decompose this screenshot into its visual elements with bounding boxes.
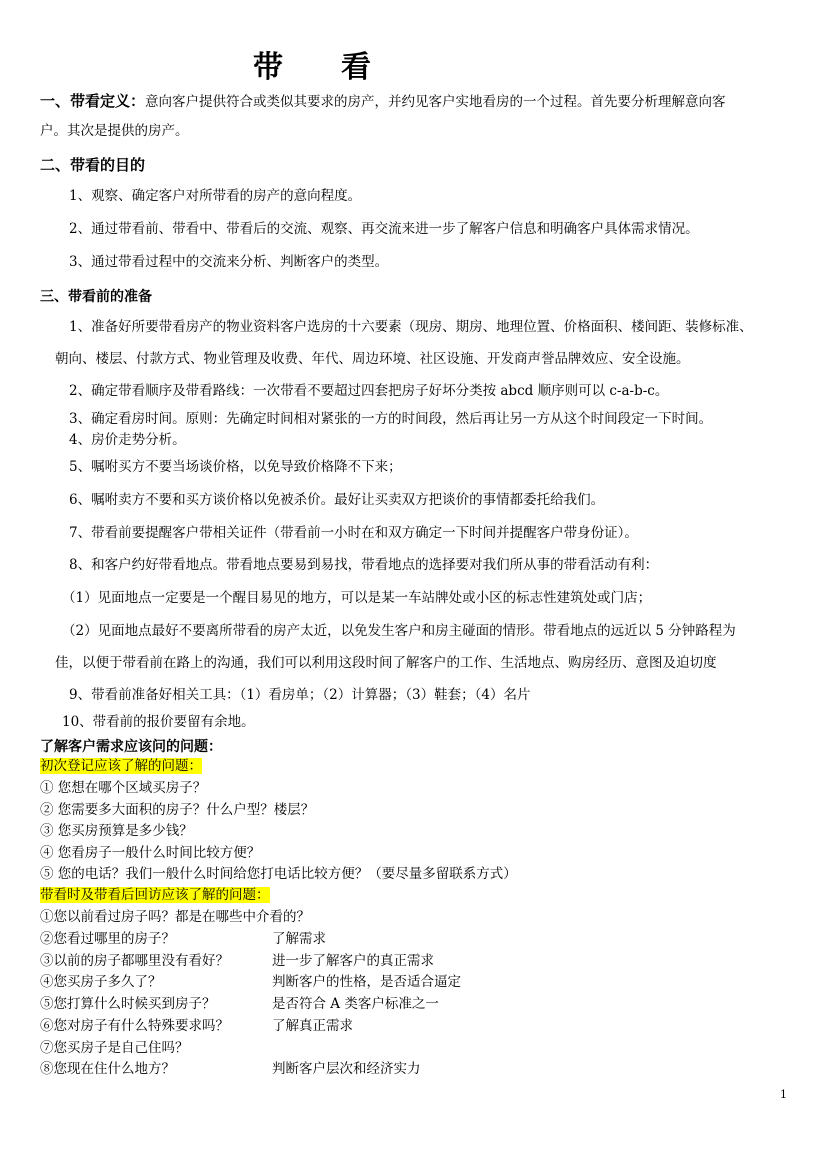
section-2-item: 1、观察、确定客户对所带看的房产的意向程度。 <box>69 188 362 204</box>
page-number: 1 <box>780 1088 787 1101</box>
second-question: ④您买房子多久了？ <box>40 974 162 990</box>
section-1-line-1 <box>40 92 726 111</box>
second-question: ③以前的房子都哪里没有看好？ <box>40 953 229 969</box>
highlighted-label: 初次登记应该了解的问题： <box>40 758 202 774</box>
section-3-item: 4、房价走势分析。 <box>69 432 186 448</box>
highlighted-label: 带看时及带看后回访应该了解的问题： <box>40 887 270 903</box>
second-question: ⑤您打算什么时候买到房子？ <box>40 996 216 1012</box>
section-3-item: 3、确定看房时间。原则：先确定时间相对紧张的一方的时间段，然后再让另一方从这个时间段定一下时间。 <box>69 411 713 427</box>
section-1-line-2: 户。其次是提供的房产。 <box>40 123 189 139</box>
first-questions-label <box>40 757 202 775</box>
question-note: 是否符合 A 类客户标准之一 <box>272 996 439 1012</box>
section-3-item: 1、准备好所要带看房产的物业资料客户选房的十六要素（现房、期房、地理位置、价格面积、楼间距、装修标准、 <box>69 319 753 335</box>
section-3-item: 2、确定带看顺序及带看路线：一次带看不要超过四套把房子好坏分类按 abcd 顺序则可以 c-a-b-c。 <box>69 383 669 399</box>
section-1-heading: 一、带看定义： <box>40 92 146 110</box>
page-title-left: 带 <box>253 50 283 85</box>
section-2-item: 2、通过带看前、带看中、带看后的交流、观察、再交流来进一步了解客户信息和明确客户具体需求情况。 <box>69 221 699 237</box>
section-3-subitem: （2）见面地点最好不要离所带看的房产太近，以免发生客户和房主碰面的情形。带看地点的远近以 5 分钟路程为 <box>62 623 736 639</box>
first-question: ① 您想在哪个区域买房子？ <box>40 780 207 796</box>
section-3-subitem: （1）见面地点一定要是一个醒目易见的地方，可以是某一车站牌处或小区的标志性建筑处或门店； <box>62 590 652 606</box>
second-question: ①您以前看过房子吗？都是在哪些中介看的？ <box>40 909 310 925</box>
questions-heading: 了解客户需求应该问的问题： <box>40 739 222 755</box>
section-3-item: 5、嘱咐买方不要当场谈价格，以免导致价格降不下来； <box>69 459 402 475</box>
section-3-item: 9、带看前准备好相关工具：（1）看房单；（2）计算器；（3）鞋套；（4）名片 <box>69 687 531 703</box>
second-question: ⑧您现在住什么地方？ <box>40 1061 175 1077</box>
question-note: 判断客户层次和经济实力 <box>272 1061 421 1077</box>
second-question: ⑦您买房子是自己住吗？ <box>40 1040 189 1056</box>
section-3-item: 7、带看前要提醒客户带相关证件（带看前一小时在和双方确定一下时间并提醒客户带身份证）。 <box>69 525 638 541</box>
section-3-subitem-cont: 佳，以便于带看前在路上的沟通，我们可以利用这段时间了解客户的工作、生活地点、购房经历、意图及迫切度 <box>55 655 717 671</box>
question-note: 判断客户的性格，是否适合逼定 <box>272 974 461 990</box>
section-3-heading: 三、带看前的准备 <box>40 289 152 305</box>
second-questions-label <box>40 886 270 904</box>
section-2-item: 3、通过带看过程中的交流来分析、判断客户的类型。 <box>69 254 389 270</box>
first-question: ② 您需要多大面积的房子？什么户型？楼层？ <box>40 802 315 818</box>
first-question: ④ 您看房子一般什么时间比较方便？ <box>40 845 261 861</box>
section-3-item: 8、和客户约好带看地点。带看地点要易到易找，带看地点的选择要对我们所从事的带看活动有利： <box>69 557 659 573</box>
question-note: 了解真正需求 <box>272 1018 353 1034</box>
page-title-right: 看 <box>341 50 371 85</box>
question-note: 了解需求 <box>272 931 326 947</box>
question-note: 进一步了解客户的真正需求 <box>272 953 434 969</box>
section-3-item-cont: 朝向、楼层、付款方式、物业管理及收费、年代、周边环境、社区设施、开发商声誉品牌效应、安全设施。 <box>55 351 690 367</box>
section-2-heading: 二、带看的目的 <box>40 156 146 174</box>
section-3-item: 6、嘱咐卖方不要和买方谈价格以免被杀价。最好让买卖双方把谈价的事情都委托给我们。 <box>69 492 605 508</box>
section-1-text: 意向客户提供符合或类似其要求的房产，并约见客户实地看房的一个过程。首先要分析理解意向客 <box>145 94 726 110</box>
second-question: ②您看过哪里的房子？ <box>40 931 175 947</box>
first-question: ⑤ 您的电话？我们一般什么时间给您打电话比较方便？（要尽量多留联系方式） <box>40 866 517 882</box>
section-3-item: 10、带看前的报价要留有余地。 <box>62 714 255 730</box>
second-question: ⑥您对房子有什么特殊要求吗？ <box>40 1018 229 1034</box>
first-question: ③ 您买房预算是多少钱？ <box>40 823 193 839</box>
